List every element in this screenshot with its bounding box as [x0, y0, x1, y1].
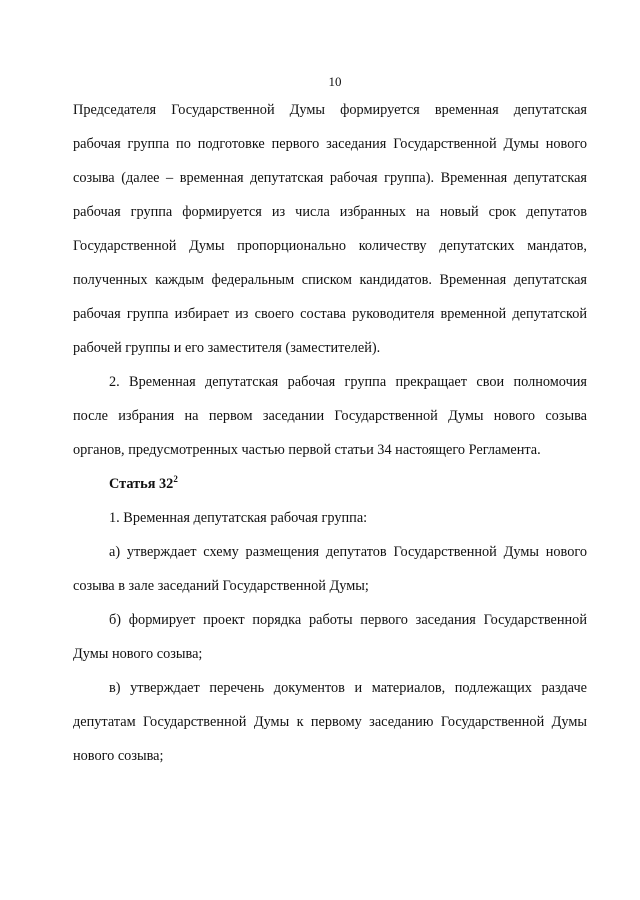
- paragraph-line: полученных каждым федеральным списком кандидатов. Временная депутатская: [73, 272, 587, 288]
- article-item-a: [73, 538, 587, 606]
- document-body: [73, 96, 587, 776]
- paragraph-line: в) утверждает перечень документов и материалов, подлежащих раздаче: [109, 680, 587, 696]
- paragraph-line: б) формирует проект порядка работы первого заседания Государственной: [109, 612, 587, 628]
- paragraph-line: рабочая группа по подготовке первого заседания Государственной Думы нового: [73, 136, 587, 152]
- paragraph-line: рабочая группа избирает из своего состава руководителя временной депутатской: [73, 306, 587, 322]
- paragraph-line: после избрания на первом заседании Государственной Думы нового созыва: [73, 408, 587, 424]
- paragraph-line: рабочая группа формируется из числа избранных на новый срок депутатов: [73, 204, 587, 220]
- paragraph-line: органов, предусмотренных частью первой статьи 34 настоящего Регламента.: [73, 442, 541, 458]
- paragraph-2: [73, 368, 587, 470]
- paragraph-line: Думы нового созыва;: [73, 646, 203, 662]
- page-number: 10: [328, 74, 342, 89]
- paragraph-line: нового созыва;: [73, 748, 164, 764]
- paragraph-1: [73, 96, 587, 368]
- paragraph-line: Председателя Государственной Думы формируется временная депутатская: [73, 102, 587, 118]
- paragraph-line: созыва (далее – временная депутатская рабочая группа). Временная депутатская: [73, 170, 587, 186]
- article-item-b: [73, 606, 587, 674]
- article-heading-text: Статья 32: [109, 476, 174, 492]
- paragraph-line: а) утверждает схему размещения депутатов Государственной Думы нового: [109, 544, 587, 560]
- article-item-1: [73, 504, 587, 538]
- paragraph-line: 2. Временная депутатская рабочая группа прекращает свои полномочия: [109, 374, 587, 390]
- article-heading: [73, 470, 587, 504]
- paragraph-line: созыва в зале заседаний Государственной Думы;: [73, 578, 369, 594]
- paragraph-line: Государственной Думы пропорционально количеству депутатских мандатов,: [73, 238, 587, 254]
- paragraph-line: рабочей группы и его заместителя (заместителей).: [73, 340, 381, 356]
- article-item-v: [73, 674, 587, 776]
- paragraph-line: 1. Временная депутатская рабочая группа:: [109, 510, 368, 526]
- article-heading-superscript: 2: [173, 474, 178, 485]
- paragraph-line: депутатам Государственной Думы к первому заседанию Государственной Думы: [73, 714, 587, 730]
